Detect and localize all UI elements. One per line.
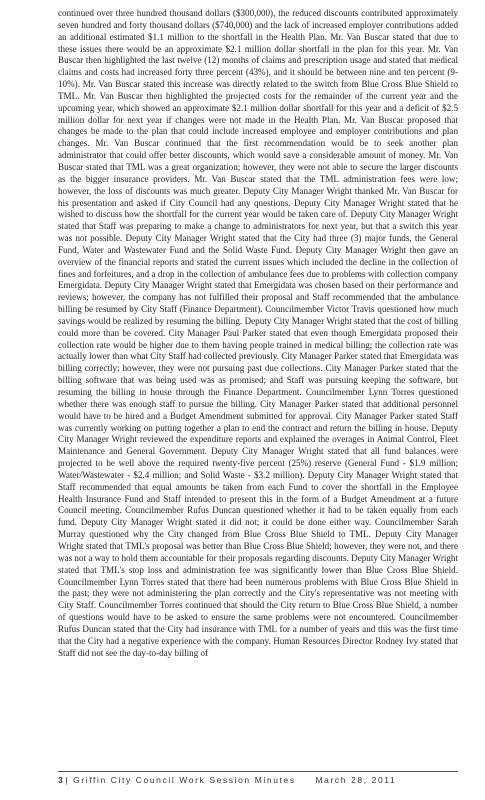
footer-divider — [58, 771, 458, 772]
footer-title: | Griffin City Council Work Session Minutes March 28, 2011 — [65, 775, 397, 785]
page-footer — [58, 775, 458, 785]
minutes-body-text: continued over three hundred thousand dollars ($300,000), the reduced discounts contributed approximately seven hundred and forty thousand dollars ($740,000) and the lack of increased employer contributions added an additional estimated $1.1 million to the shortfall in the Health Plan. Mr. Van Buscar stated that due to these issues there would be an approximate $2.1 million dollar shortfall in the plan for this year. Mr. Van Buscar then highlighted the last twelve (12) months of claims and prescription usage and stated that medical claims and costs had increased forty three percent (43%), and it should be between nine and ten percent (9-10%). Mr. Van Buscar stated this increase was directly related to the switch from Blue Cross Blue Shield to TML. Mr. Van Buscar then highlighted the projected costs for the remainder of the current year and the upcoming year, which showed an approximate $2.1 million dollar shortfall for this year and a deficit of $2.5 million dollar for next year if changes were not made in the Health Plan. Mr. Van Buscar proposed that changes be made to the plan that could include increased employee and employer contributions and plan changes. Mr. Van Buscar continued that the first recommendation would be to seek another plan administrator that could offer better discounts, which would save a considerable amount of money. Mr. Van Buscar stated that TML was a great organization; however, they were not able to secure the larger discounts as the bigger insurance providers. Mr. Van Buscar stated that the TML administration fees were low; however, the loss of discounts was much greater. Deputy City Manager Wright thanked Mr. Van Buscar for his presentation and asked if City Council had any questions. Deputy City Manager Wright stated that he wished to discuss how the shortfall for the current year would be taken care of. Deputy City Manager Wright stated that Staff was preparing to make a change to administrators for next year, but that a switch this year was not possible. Deputy City Manager Wright stated that the City had three (3) major funds, the General Fund, Water and Wastewater Fund and the Solid Waste Fund. Deputy City Manager Wright then gave an overview of the financial reports and stated the current issues which included the decline in the collection of fines and forfeitures, and a drop in the collection of ambulance fees due to problems with collection company Emergidata. Deputy City Manager Wright stated that Emergidata was chosen based on their performance and reviews; however, the company has not fulfilled their proposal and Staff recommended that the ambulance billing be resumed by City Staff (Finance Department). Councilmember Victor Travis questioned how much savings would be realized by resuming the billing. Deputy City Manager Wright stated that the cost of billing could more than be covered. City Manager Paul Parker stated that even though Emergidata proposed their collection rate would be higher due to them having people trained in medical billing; the collection rate was actually lower than what City Staff had collected previously. City Manager Parker stated that Emergidata was billing correctly; however, they were not pursuing past due collections. City Manager Parker stated that the billing software that was being used was as promised; and Staff was pursuing keeping the software, but resuming the billing in house through the Finance Department. Councilmember Lynn Torres questioned whether there was enough staff to pursue the billing. City Manager Parker stated that additional personnel would have to be hired and a Budget Amendment submitted for approval. City Manager Parker stated Staff was currently working on putting together a plan to end the contract and return the billing in house. Deputy City Manager Wright reviewed the expenditure reports and explained the overages in Animal Control, Fleet Maintenance and General Government. Deputy City Manager Wright stated that all fund balances were projected to be well above the required twenty-five percent (25%) reserve (General Fund - $1.9 million; Water/Wastewater - $2.4 million; and Solid Waste - $3.2 million). Deputy City Manager Wright stated that Staff recommended that equal amounts be taken from each Fund to cover the shortfall in the Employee Health Insurance Fund and Staff intended to present this in the form of a Budget Amendment at a future Council meeting. Councilmember Rufus Duncan questioned whether it had to be taken equally from each fund. Deputy City Manager Wright stated it did not; it could be done either way. Councilmember Sarah Murray questioned why the City changed from Blue Cross Blue Shield to TML. Deputy City Manager Wright stated that TML's proposal was better than Blue Cross Blue Shield; however, they were not, and there was not a way to hold them accountable for their proposals regarding discounts. Deputy City Manager Wright stated that TML's stop loss and administration fee was significantly lower than Blue Cross Blue Shield. Councilmember Lynn Torres stated that there had been numerous problems with Blue Cross Blue Shield in the past; they were not administering the plan correctly and the City's representative was not meeting with City Staff. Councilmember Torres continued that should the City return to Blue Cross Blue Shield, a number of questions would have to be asked to ensure the same problems were not encountered. Councilmember Rufus Duncan stated that the City had insurance with TML for a number of years and this was the first time that the City had a negative experience with the company. Human Resources Director Rodney Ivy stated that Staff did not see the day-to-day billing of — [58, 8, 458, 658]
page-number: 3 — [58, 775, 65, 785]
